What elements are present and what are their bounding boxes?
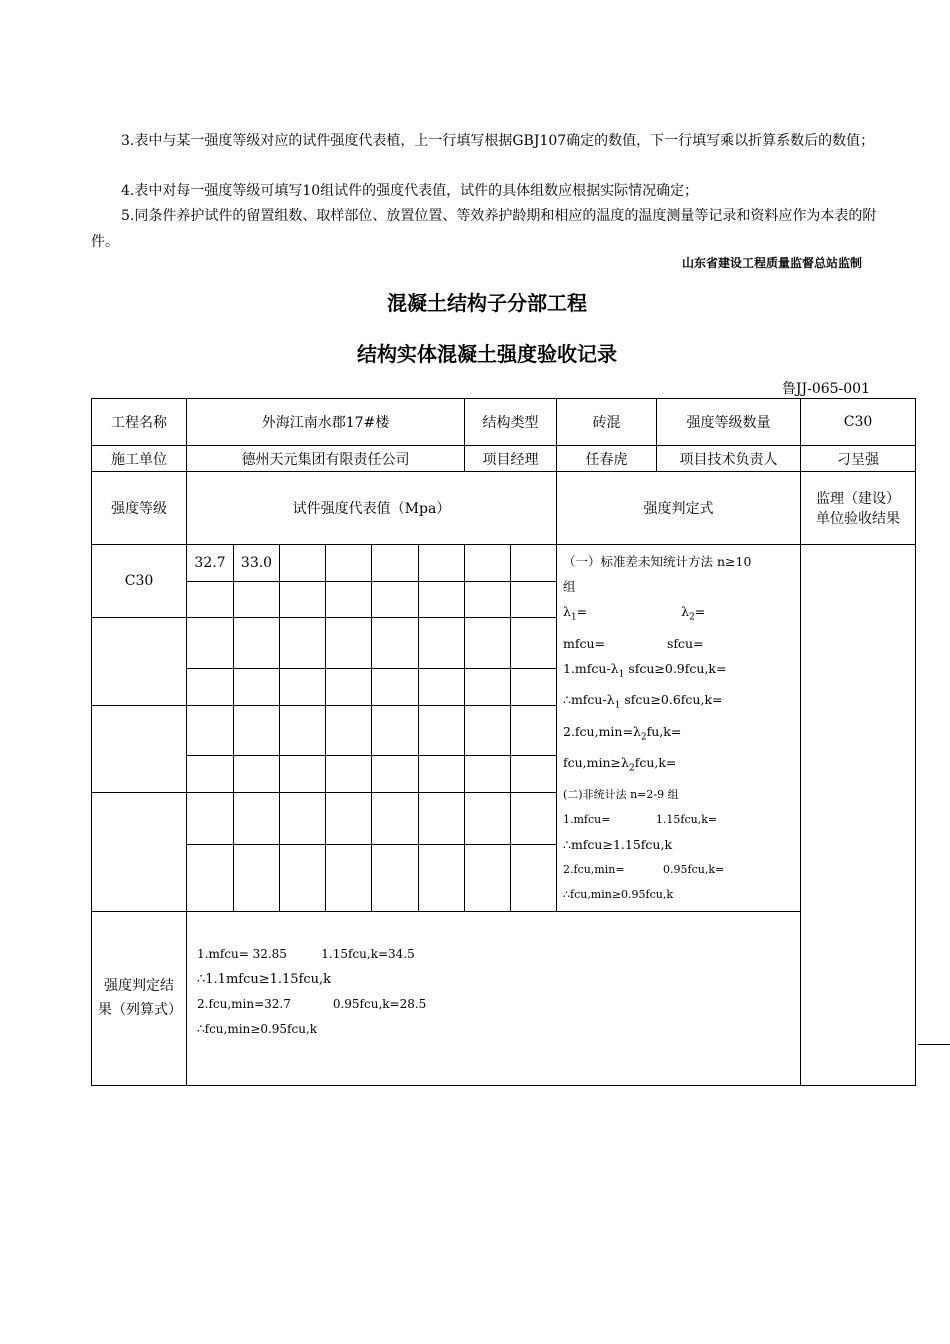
grade-cell-empty [92,793,187,911]
specimen-value-empty [511,545,557,582]
form-code: 鲁JJ-065-001 [781,381,870,397]
judge-column-header: 强度判定式 [557,472,801,545]
acceptance-column-header [801,472,916,545]
doc-title: 混凝土结构子分部工程 [387,291,587,315]
formula-line: $1.mfcu-\lambda_1$ sfcu≥0.9fcu,k= [563,660,727,679]
specimen-value-empty [419,545,465,582]
specimen-value: 33.0 [234,545,280,582]
formula-line: mfcu= sfcu= [563,635,704,651]
specimen-value-empty [326,545,372,582]
grade-cell-empty [92,706,187,793]
acceptance-header-line1: 监理（建设） [816,491,900,507]
acceptance-table [91,398,916,1086]
acceptance-result-cell [801,545,916,1086]
acceptance-header-line2: 单位验收结果 [816,511,900,527]
specimen-value-empty [280,545,326,582]
table-border-tail [918,1044,950,1045]
formula-line: 2.fcu,min= 0.95fcu,k= [563,862,725,876]
specimen-value-empty [372,545,419,582]
grade-count-label: 强度等级数量 [657,399,801,446]
tech-lead: 刁呈强 [801,446,916,472]
structure-type-label: 结构类型 [465,399,557,446]
doc-subtitle: 结构实体混凝土强度验收记录 [357,342,617,366]
note-4: 4.表中对每一强度等级可填写10组试件的强度代表值，试件的具体组数应根据实际情况确定； [121,183,699,199]
result-line: 2.fcu,min=32.7 0.95fcu,k=28.5 [197,996,427,1011]
contractor: 德州天元集团有限责任公司 [187,446,465,472]
structure-type: 砖混 [557,399,657,446]
grade-column-header: 强度等级 [92,472,187,545]
formula-line: 组 [563,579,576,594]
result-calculation [187,911,801,1085]
contractor-label: 施工单位 [92,446,187,472]
project-name-label: 工程名称 [92,399,187,446]
formula-line: (二)非统计法 n=2-9 组 [563,787,679,801]
result-line: ∴fcu,min≥0.95fcu,k [197,1021,318,1036]
formula-line: 1.mfcu= 1.15fcu,k= [563,812,718,826]
manager-label: 项目经理 [465,446,557,472]
values-column-header: 试件强度代表值（Mpa） [187,472,557,545]
grade-count: C30 [801,399,916,446]
manager: 任春虎 [557,446,657,472]
grade-cell: C30 [92,545,187,618]
formula-line: ∴mfcu≥1.15fcu,k [563,836,673,852]
formula-line: $\lambda_1= \lambda_2=$ [563,604,706,623]
supervisor-credit: 山东省建设工程质量监督总站监制 [681,256,862,270]
judge-formula-cell [557,545,801,912]
specimen-value: 32.7 [187,545,234,582]
grade-cell-empty [92,618,187,706]
formula-line: $\therefore mfcu-\lambda_1$ sfcu≥0.6fcu,k= [563,692,723,711]
result-line: ∴1.1mfcu≥1.15fcu,k [197,971,332,987]
formula-line: $fcu,\min\ge\lambda_2fcu,k=$ [563,755,677,774]
formula-line: （一）标准差未知统计方法 n≥10 [563,554,752,569]
formula-line: ∴fcu,min≥0.95fcu,k [563,887,674,901]
note-3: 3.表中与某一强度等级对应的试件强度代表植，上一行填写根据GBJ107确定的数值，下一行填写乘以折算系数后的数值； [121,133,875,149]
tech-label: 项目技术负责人 [657,446,801,472]
result-label: 强度判定结果（列算式） [92,911,187,1085]
result-line: 1.mfcu= 32.85 1.15fcu,k=34.5 [197,946,415,961]
note-5: 5.同条件养护试件的留置组数、取样部位、放置位置、等效养护龄期和相应的温度的温度测量等记录和资料应作为本表的附件。 [91,208,877,250]
formula-line: $2.fcu,\min=\lambda_2fu,k=$ [563,723,682,742]
project-name: 外海江南水郡17#楼 [187,399,465,446]
specimen-value-empty [465,545,511,582]
